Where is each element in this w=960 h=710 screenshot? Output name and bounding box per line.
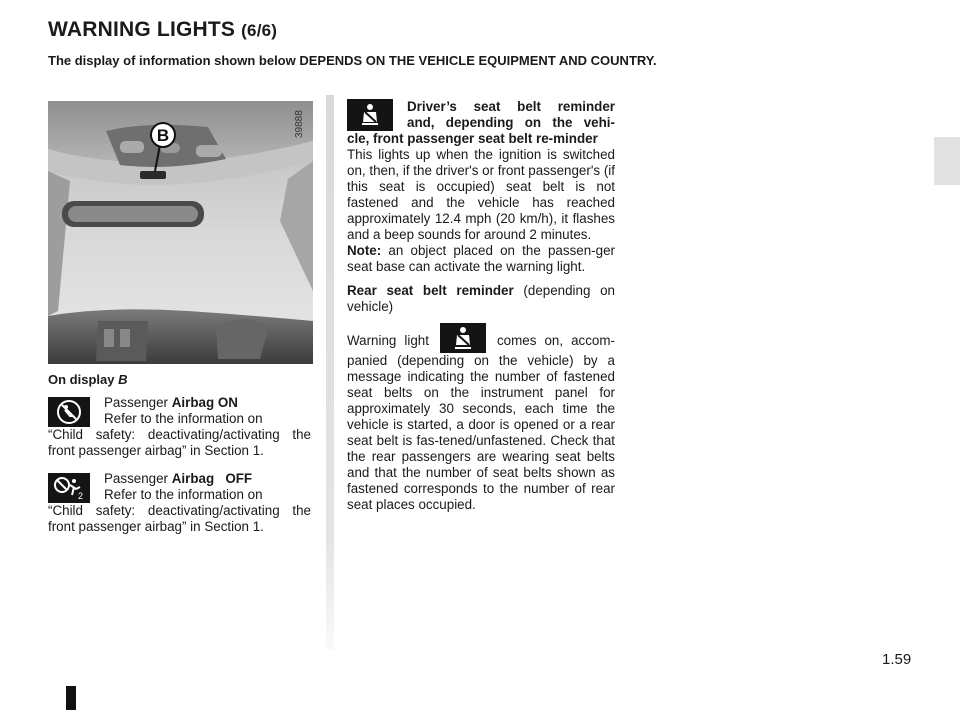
equipment-notice: The display of information shown below DEPENDS ON THE VEHICLE EQUIPMENT AND COUNTRY. <box>48 53 657 68</box>
column-divider <box>326 95 334 650</box>
rear-body-text: comes on, accom-panied (depending on the vehicle) by a message indicating the number of fastened seat belts on the instrument panel for approximately 30 seconds, each time the vehicle is started, a door is opened or a rear seat belt is fas-tened/unfastened. Check that the rear passengers are wearing seat belts and that the number of seat belts shown as fastened corresponds to the number of rear seat places occupied. <box>347 333 615 512</box>
left-column <box>48 372 311 547</box>
driver-heading-line1: Driver’s seat belt reminder <box>407 99 615 114</box>
page-number: 1.59 <box>882 651 912 668</box>
rear-body-prefix: Warning light <box>347 333 429 348</box>
rear-seat-belt-body <box>347 323 615 513</box>
rear-seat-belt-icon <box>440 323 486 353</box>
note-body: an object placed on the passen-ger seat base can activate the warning light. <box>347 243 615 274</box>
rear-heading-label: Rear seat belt reminder <box>347 283 514 298</box>
page-title-suffix: (6/6) <box>241 21 278 40</box>
airbag-off-status: Airbag OFF <box>171 471 253 486</box>
driver-heading-rest: cle, front passenger seat belt re-minder <box>347 131 598 146</box>
airbag-off-prefix: Passenger <box>104 471 169 486</box>
overhead-console-photo <box>48 101 313 364</box>
driver-heading-line2: and, depending on the vehi- <box>407 115 615 130</box>
display-caption <box>48 372 311 387</box>
right-column <box>347 99 615 513</box>
display-caption-letter: B <box>118 372 128 387</box>
airbag-on-warning-icon <box>48 397 90 427</box>
airbag-on-prefix: Passenger <box>104 395 169 410</box>
note-label: Note: <box>347 243 382 258</box>
display-caption-prefix: On display <box>48 372 115 387</box>
seat-belt-reminder-icon <box>347 99 393 131</box>
section-tab-marker <box>934 137 960 185</box>
airbag-on-block <box>48 395 311 459</box>
airbag-off-body: “Child safety: deactivating/activating the front passenger airbag” in Section 1. <box>48 503 311 534</box>
page-title-text: WARNING LIGHTS <box>48 18 236 41</box>
bottom-edge-bar <box>66 686 76 710</box>
callout-label-b: B <box>156 126 170 145</box>
airbag-on-line2: Refer to the information on <box>104 411 263 426</box>
driver-body: This lights up when the ignition is switched on, then, if the driver's or front passenger's (if this seat is occupied) seat belt is not fastened and the vehicle has reached approximately 12.4 mph (20 km/h), it flashes and a beep sounds for around 2 minutes. <box>347 147 615 242</box>
driver-seat-belt-section <box>347 99 615 275</box>
airbag-on-status: Airbag ON <box>171 395 238 410</box>
airbag-on-body: “Child safety: deactivating/activating the front passenger airbag” in Section 1. <box>48 427 311 458</box>
overhead-console-illustration <box>48 101 313 364</box>
rear-seat-belt-heading <box>347 283 615 315</box>
photo-reference-code: 39888 <box>294 110 305 138</box>
airbag-off-block <box>48 471 311 535</box>
airbag-off-line2: Refer to the information on <box>104 487 263 502</box>
svg-text:2: 2 <box>78 491 84 501</box>
page-title <box>48 18 277 42</box>
airbag-off-warning-icon <box>48 473 90 503</box>
rear-heading-suffix: (depending on vehicle) <box>347 283 615 314</box>
